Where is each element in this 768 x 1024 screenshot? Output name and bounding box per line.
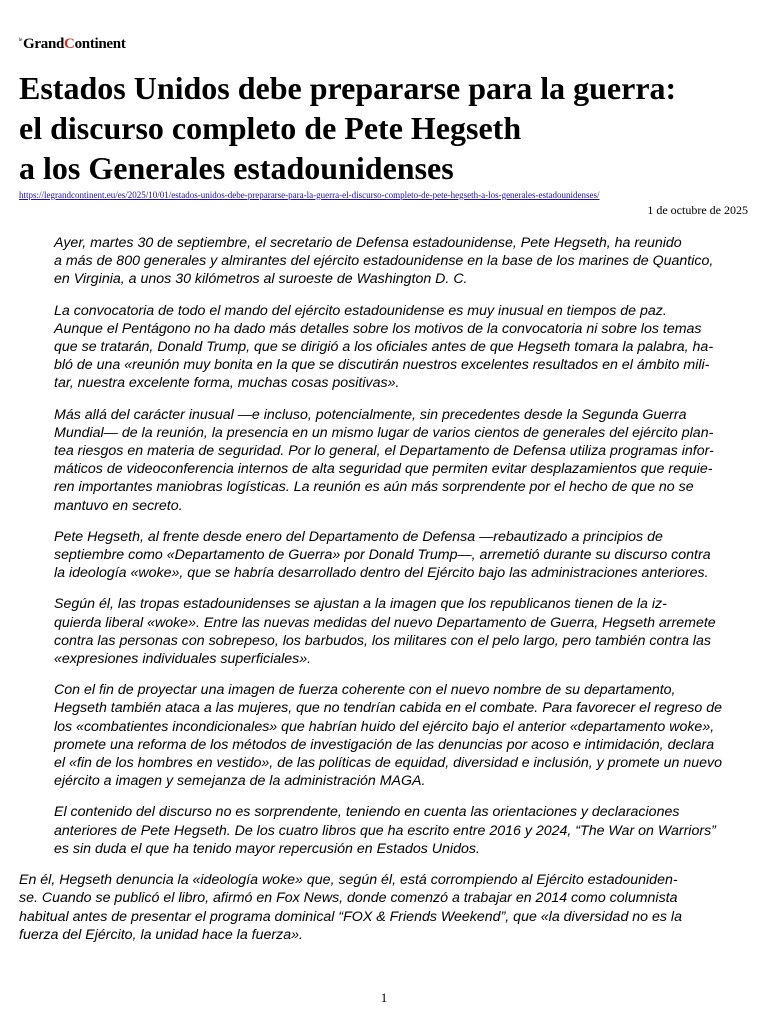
logo-continent-initial: C xyxy=(64,36,75,52)
paragraph-line: anteriores de Pete Hegseth. De los cuatro libros que ha escrito entre 2016 y 2024, “The War on Warriors” xyxy=(54,822,716,839)
paragraph-line: se. Cuando se publicó el libro, afirmó en Fox News, donde comenzó a trabajar en 2014 como columnista xyxy=(19,890,678,907)
paragraph xyxy=(19,234,749,289)
paragraph xyxy=(19,803,749,858)
paragraph-line: el «fin de los hombres en vestido», de las políticas de equidad, diversidad e inclusión, y promete un nuevo xyxy=(54,755,723,772)
paragraph xyxy=(19,302,749,393)
paragraph-line: bló de una «reunión muy bonita en la que se discutirán nuestros excelentes resultados en el ámbito mili- xyxy=(54,357,710,374)
article-body xyxy=(19,234,749,957)
masthead-logo[interactable] xyxy=(19,36,126,53)
paragraph-line: tar, nuestra excelente forma, muchas cosas positivas». xyxy=(54,375,400,392)
paragraph xyxy=(19,406,749,515)
paragraph-line: Mundial— de la reunión, la presencia en un mismo lugar de varios cientos de generales del ejército plan- xyxy=(54,424,714,441)
paragraph-line: Pete Hegseth, al frente desde enero del Departamento de Defensa —rebautizado a principios de xyxy=(54,528,663,545)
title-line: el discurso completo de Pete Hegseth xyxy=(19,110,522,146)
page-number: 1 xyxy=(380,990,388,1005)
paragraph-line: Con el fin de proyectar una imagen de fuerza coherente con el nuevo nombre de su departamento, xyxy=(54,682,676,699)
paragraph xyxy=(19,681,749,790)
paragraph-line: Hegseth también ataca a las mujeres, que no tendrían cabida en el combate. Para favorecer el regreso de xyxy=(54,700,722,717)
paragraph xyxy=(19,595,749,668)
paragraph-line: a más de 800 generales y almirantes del ejército estadounidense en la base de los marines de Quantico, xyxy=(54,253,714,270)
title-line: a los Generales estadounidenses xyxy=(19,150,454,186)
paragraph-line: Según él, las tropas estadounidenses se ajustan a la imagen que los republicanos tienen de la iz- xyxy=(54,596,667,613)
paragraph-line: ren importantes maniobras logísticas. La reunión es aún más sorprendente por el hecho de que no se xyxy=(54,479,694,496)
paragraph-line: la ideología «woke», que se habría desarrollado dentro del Ejército bajo las administraciones anteriores. xyxy=(54,565,709,582)
paragraph-line: máticos de videoconferencia internos de alta seguridad que permiten evitar desplazamientos que requie- xyxy=(54,461,713,478)
logo-continent-rest: ontinent xyxy=(74,36,126,52)
paragraph-line: tea riesgos en materia de seguridad. Por lo general, el Departamento de Defensa utiliza programas infor- xyxy=(54,443,714,460)
paragraph-line: En él, Hegseth denuncia la «ideología woke» que, según él, está corrompiendo al Ejército estadouniden- xyxy=(19,872,678,889)
title-line: Estados Unidos debe prepararse para la guerra: xyxy=(19,70,677,106)
paragraph-line: es sin duda el que ha tenido mayor repercusión en Estados Unidos. xyxy=(54,840,480,857)
article-title xyxy=(19,68,749,188)
logo-prefix: le xyxy=(19,38,23,43)
paragraph xyxy=(19,871,749,944)
paragraph-line: Aunque el Pentágono no ha dado más detalles sobre los motivos de la convocatoria ni sobre los temas xyxy=(54,320,702,337)
paragraph-line: en Virginia, a unos 30 kilómetros al suroeste de Washington D. C. xyxy=(54,271,468,288)
paragraph-line: contra las personas con sobrepeso, los barbudos, los militares con el pelo largo, pero también contra las xyxy=(54,632,711,649)
paragraph-line: los «combatientes incondicionales» que habrían huido del ejército bajo el anterior «departamento woke», xyxy=(54,718,715,735)
paragraph-line: septiembre como «Departamento de Guerra» por Donald Trump—, arremetió durante su discurso contra xyxy=(54,547,711,564)
paragraph-line: habitual antes de presentar el programa dominical “FOX & Friends Weekend”, que «la diversidad no es la xyxy=(19,908,682,925)
paragraph-line: quierda liberal «woke». Entre las nuevas medidas del nuevo Departamento de Guerra, Hegseth arremete xyxy=(54,614,716,631)
paragraph-line: que se tratarán, Donald Trump, que se dirigió a los oficiales antes de que Hegseth tomara la palabra, ha- xyxy=(54,339,714,356)
publication-date: 1 de octubre de 2025 xyxy=(647,203,748,217)
logo-grand: Grand xyxy=(23,36,65,52)
paragraph-line: Ayer, martes 30 de septiembre, el secretario de Defensa estadounidense, Pete Hegseth, ha reunido xyxy=(54,235,682,251)
paragraph-line: fuerza del Ejército, la unidad hace la fuerza». xyxy=(19,926,303,943)
paragraph-line: La convocatoria de todo el mando del ejército estadounidense es muy inusual en tiempos de paz. xyxy=(54,302,667,319)
paragraph-line: ejército a imagen y semejanza de la administración MAGA. xyxy=(54,773,426,790)
paragraph-line: promete una reforma de los métodos de investigación de las denuncias por acoso e intimidación, declara xyxy=(54,736,715,753)
paragraph-line: Más allá del carácter inusual —e incluso, potencialmente, sin precedentes desde la Segunda Guerra xyxy=(54,406,687,423)
paragraph-line: «expresiones individuales superficiales». xyxy=(54,651,312,668)
source-url-link[interactable]: https://legrandcontinent.eu/es/2025/10/01/estados-unidos-debe-prepararse-para-la-guerra-el-discurso-completo-de-pete-hegseth-a-los-generales-estadounidenses/ xyxy=(19,190,600,200)
paragraph-line: mantuvo en secreto. xyxy=(54,497,183,514)
paragraph xyxy=(19,528,749,583)
paragraph-line: El contenido del discurso no es sorprendente, teniendo en cuenta las orientaciones y declaraciones xyxy=(54,804,680,821)
